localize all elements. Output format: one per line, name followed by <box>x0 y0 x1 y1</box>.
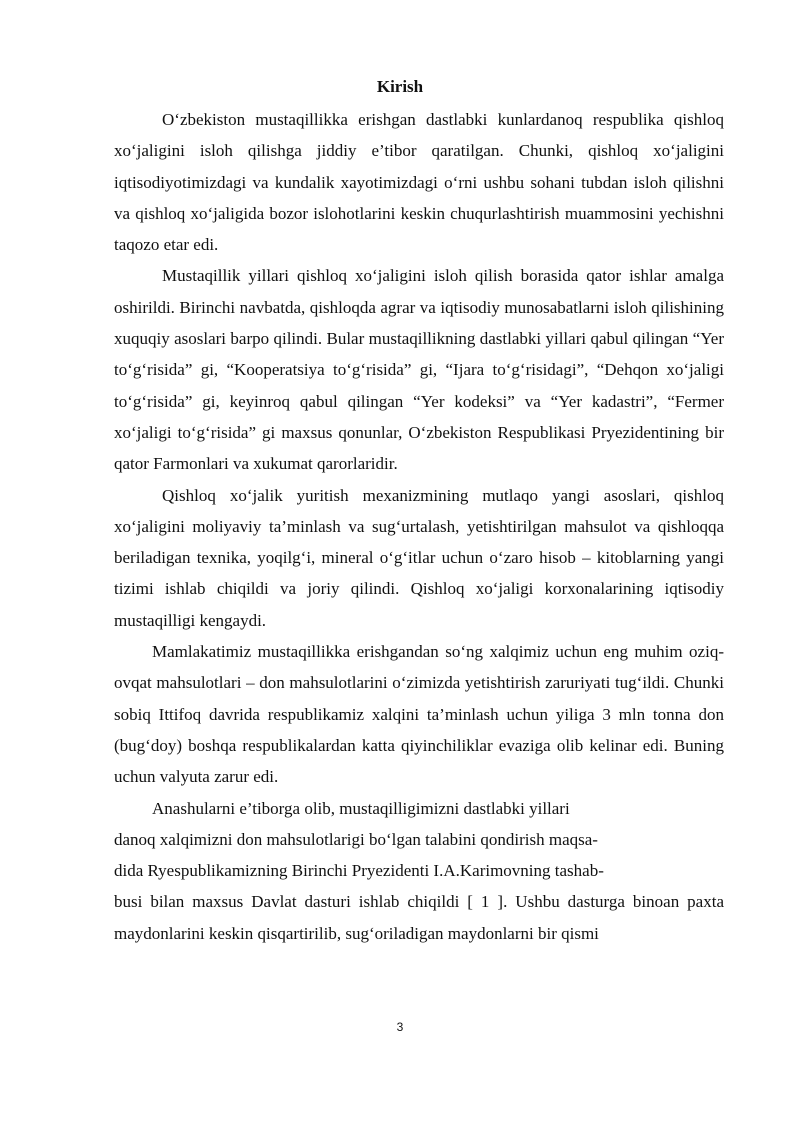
paragraph-1: O‘zbekiston mustaqillikka erishgan dastlabki kunlardanoq respublika qishloq xo‘jaligini isloh qilishga jiddiy e’tibor qaratilgan. Chunki, qishloq xo‘jaligini iqtisodiyotimizdagi va kundalik xayotimizdagi o‘rni ushbu sohani tubdan isloh qilishni va qishloq xo‘jaligida bozor islohotlarini keskin chuqurlashtirish muammosini yechishni taqozo etar edi. <box>114 110 724 255</box>
paragraph-5-line-2: danoq xalqimizni don mahsulotlarigi bo‘lgan talabini qondirish maqsa- <box>114 829 598 849</box>
document-body <box>114 104 724 949</box>
paragraph-5-line-3: dida Ryespublikamizning Birinchi Pryezidenti I.A.Karimovning tashab- <box>114 861 604 881</box>
paragraph-3: Qishloq xo‘jalik yuritish mexanizmining mutlaqo yangi asoslari, qishloq xo‘jaligini moliyaviy ta’minlash va sug‘urtalash, yetishtirilgan mahsulot va qishloqqa beriladigan texnika, yoqilg‘i, mineral o‘g‘itlar uchun o‘zaro hisob – kitoblarning yangi tizimi ishlab chiqildi va joriy qilindi. Qishloq xo‘jaligi korxonalarining iqtisodiy mustaqilligi kengaydi. <box>114 485 724 630</box>
paragraph-2: Mustaqillik yillari qishloq xo‘jaligini isloh qilish borasida qator ishlar amalga oshirildi. Birinchi navbatda, qishloqda agrar va iqtisodiy munosabatlarni isloh qilishining xuquqiy asoslari barpo qilindi. Bular mustaqillikning dastlabki yillari qabul qilingan “Yer to‘g‘risida” gi, “Kooperatsiya to‘g‘risida” gi, “Ijara to‘g‘risidagi”, “Dehqon xo‘jaligi to‘g‘risida” gi, keyinroq qabul qilingan “Yer kodeksi” va “Yer kadastri”, “Fermer xo‘jaligi to‘g‘risida” gi maxsus qonunlar, O‘zbekiston Respublikasi Pryezidentining bir qator Farmonlari va xukumat qarorlaridir. <box>114 266 724 474</box>
paragraph-4: Mamlakatimiz mustaqillikka erishgandan so‘ng xalqimiz uchun eng muhim oziq-ovqat mahsulotlari – don mahsulotlarini o‘zimizda yetishtirish zaruriyati tug‘ildi. Chunki sobiq Ittifoq davrida respublikamiz xalqini ta’minlash uchun yiliga 3 mln tonna don (bug‘doy) boshqa respublikalardan katta qiyinchiliklar evaziga olib kelinar edi. Buning uchun valyuta zarur edi. <box>114 642 724 787</box>
page-number: 3 <box>396 1020 404 1034</box>
paragraph-5-continuation: busi bilan maxsus Davlat dasturi ishlab chiqildi [ 1 ]. Ushbu dasturga binoan paxta maydonlarini keskin qisqartirilib, sug‘oriladigan maydonlarni bir qismi <box>114 892 724 943</box>
paragraph-5 <box>114 793 724 949</box>
paragraph-5-line-1: Anashularni e’tiborga olib, mustaqilligimizni dastlabki yillari <box>152 798 570 818</box>
section-title: Kirish <box>376 77 424 96</box>
